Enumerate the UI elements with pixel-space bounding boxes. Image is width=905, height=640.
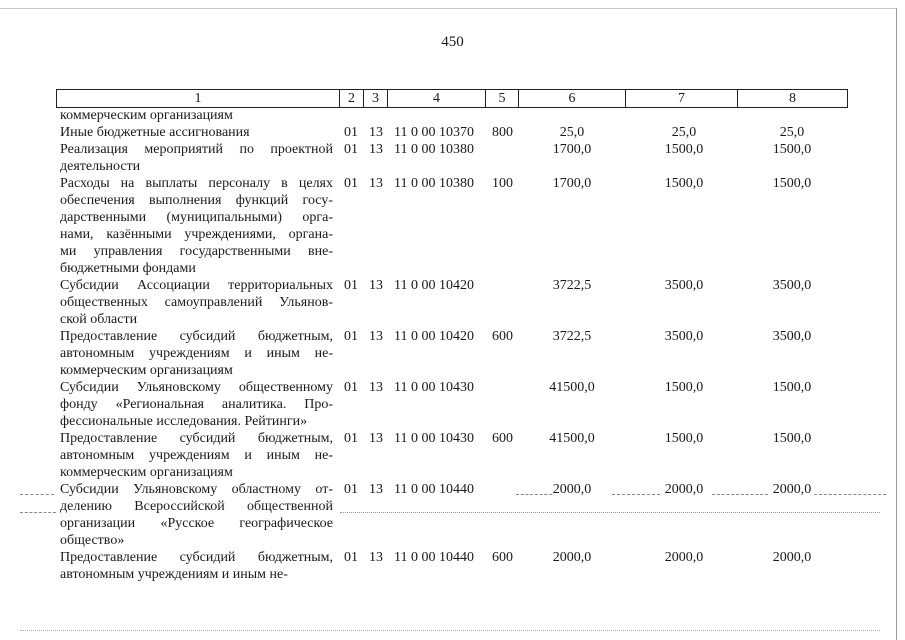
description-line: дарственными (муниципальными) орга- xyxy=(60,210,333,225)
amount-year-2: 3500,0 xyxy=(664,329,704,344)
amount-year-1: 2000,0 xyxy=(552,482,592,497)
amount-year-3: 1500,0 xyxy=(772,380,812,395)
subsection-code: 13 xyxy=(369,142,383,157)
expense-type-code: 100 xyxy=(492,176,513,191)
table-row xyxy=(0,549,905,583)
target-article-code: 11 0 00 10420 xyxy=(394,278,474,293)
amount-year-3: 1500,0 xyxy=(772,142,812,157)
header-col-4: 4 xyxy=(387,89,485,108)
amount-year-2: 1500,0 xyxy=(664,142,704,157)
description-line: общество» xyxy=(60,533,125,548)
amount-year-2: 25,0 xyxy=(671,125,697,140)
amount-year-1: 2000,0 xyxy=(552,550,592,565)
section-code: 01 xyxy=(344,329,358,344)
target-article-code: 11 0 00 10370 xyxy=(394,125,474,140)
row-description xyxy=(60,107,333,124)
scan-artifact xyxy=(20,630,880,631)
target-article-code: 11 0 00 10420 xyxy=(394,329,474,344)
subsection-code: 13 xyxy=(369,550,383,565)
subsection-code: 13 xyxy=(369,329,383,344)
amount-year-3: 25,0 xyxy=(779,125,805,140)
description-line: Иные бюджетные ассигнования xyxy=(60,125,250,140)
table-row xyxy=(0,481,905,549)
row-description xyxy=(60,549,333,583)
scan-artifact xyxy=(612,494,660,495)
description-line: автономным учреждениям и иным не- xyxy=(60,448,333,463)
header-col-2: 2 xyxy=(339,89,363,108)
table-row xyxy=(0,328,905,379)
table-row xyxy=(0,107,905,124)
target-article-code: 11 0 00 10380 xyxy=(394,142,474,157)
amount-year-3: 2000,0 xyxy=(772,482,812,497)
description-line: Субсидии Ульяновскому общественному xyxy=(60,380,333,395)
scan-artifact xyxy=(814,494,886,495)
description-line: Предоставление субсидий бюджетным, xyxy=(60,329,333,344)
amount-year-2: 1500,0 xyxy=(664,176,704,191)
amount-year-1: 1700,0 xyxy=(552,142,592,157)
amount-year-2: 2000,0 xyxy=(664,482,704,497)
subsection-code: 13 xyxy=(369,380,383,395)
header-col-1: 1 xyxy=(56,89,339,108)
section-code: 01 xyxy=(344,482,358,497)
section-code: 01 xyxy=(344,550,358,565)
amount-year-3: 3500,0 xyxy=(772,329,812,344)
description-line: нами, казёнными учреждениями, органа- xyxy=(60,227,333,242)
amount-year-2: 1500,0 xyxy=(664,380,704,395)
scan-artifact xyxy=(20,494,54,495)
description-line: Реализация мероприятий по проектной xyxy=(60,142,333,157)
description-line: коммерческим организациям xyxy=(60,363,233,378)
row-description xyxy=(60,141,333,175)
amount-year-1: 3722,5 xyxy=(552,329,592,344)
table-row xyxy=(0,124,905,141)
table-row xyxy=(0,430,905,481)
scan-artifact xyxy=(340,512,880,513)
description-line: автономным учреждениям и иным не- xyxy=(60,567,288,582)
amount-year-3: 1500,0 xyxy=(772,176,812,191)
target-article-code: 11 0 00 10430 xyxy=(394,431,474,446)
table-row xyxy=(0,175,905,277)
amount-year-3: 1500,0 xyxy=(772,431,812,446)
amount-year-1: 41500,0 xyxy=(549,431,595,446)
page-top-edge xyxy=(0,8,897,9)
target-article-code: 11 0 00 10440 xyxy=(394,482,474,497)
page-number: 450 xyxy=(441,34,464,50)
subsection-code: 13 xyxy=(369,125,383,140)
subsection-code: 13 xyxy=(369,176,383,191)
subsection-code: 13 xyxy=(369,278,383,293)
section-code: 01 xyxy=(344,380,358,395)
description-line: ми управления государственными вне- xyxy=(60,244,333,259)
description-line: Предоставление субсидий бюджетным, xyxy=(60,550,333,565)
amount-year-2: 1500,0 xyxy=(664,431,704,446)
description-line: обеспечения выполнения функций госу- xyxy=(60,193,333,208)
expense-type-code: 600 xyxy=(492,550,513,565)
description-line: ской области xyxy=(60,312,138,327)
amount-year-2: 3500,0 xyxy=(664,278,704,293)
section-code: 01 xyxy=(344,125,358,140)
amount-year-1: 3722,5 xyxy=(552,278,592,293)
row-description xyxy=(60,379,333,430)
description-line: фессиональные исследования. Рейтинги» xyxy=(60,414,308,429)
description-line: деятельности xyxy=(60,159,141,174)
amount-year-2: 2000,0 xyxy=(664,550,704,565)
subsection-code: 13 xyxy=(369,431,383,446)
description-line: бюджетными фондами xyxy=(60,261,196,276)
description-line: организации «Русское географическое xyxy=(60,516,333,531)
row-description xyxy=(60,175,333,277)
table-header xyxy=(56,89,847,107)
row-description xyxy=(60,481,333,549)
section-code: 01 xyxy=(344,431,358,446)
header-col-7: 7 xyxy=(625,89,737,108)
description-line: коммерческим организациям xyxy=(60,108,233,123)
expense-type-code: 600 xyxy=(492,329,513,344)
target-article-code: 11 0 00 10440 xyxy=(394,550,474,565)
description-line: Предоставление субсидий бюджетным, xyxy=(60,431,333,446)
target-article-code: 11 0 00 10430 xyxy=(394,380,474,395)
expense-type-code: 800 xyxy=(492,125,513,140)
section-code: 01 xyxy=(344,278,358,293)
row-description xyxy=(60,277,333,328)
row-description xyxy=(60,328,333,379)
section-code: 01 xyxy=(344,142,358,157)
target-article-code: 11 0 00 10380 xyxy=(394,176,474,191)
section-code: 01 xyxy=(344,176,358,191)
table-row xyxy=(0,379,905,430)
table-row xyxy=(0,141,905,175)
description-line: делению Всероссийской общественной xyxy=(60,499,333,514)
description-line: фонду «Региональная аналитика. Про- xyxy=(60,397,333,412)
amount-year-1: 41500,0 xyxy=(549,380,595,395)
scan-artifact xyxy=(516,494,552,495)
scan-artifact xyxy=(20,512,56,513)
table-row xyxy=(0,277,905,328)
header-col-6: 6 xyxy=(518,89,625,108)
description-line: Расходы на выплаты персоналу в целях xyxy=(60,176,333,191)
description-line: автономным учреждениям и иным не- xyxy=(60,346,333,361)
amount-year-1: 1700,0 xyxy=(552,176,592,191)
header-col-8: 8 xyxy=(737,89,848,108)
amount-year-3: 3500,0 xyxy=(772,278,812,293)
row-description xyxy=(60,124,333,141)
amount-year-3: 2000,0 xyxy=(772,550,812,565)
description-line: коммерческим организациям xyxy=(60,465,233,480)
scan-artifact xyxy=(712,494,768,495)
row-description xyxy=(60,430,333,481)
description-line: Субсидии Ассоциации территориальных xyxy=(60,278,333,293)
description-line: Субсидии Ульяновскому областному от- xyxy=(60,482,333,497)
header-col-5: 5 xyxy=(485,89,518,108)
expense-type-code: 600 xyxy=(492,431,513,446)
subsection-code: 13 xyxy=(369,482,383,497)
amount-year-1: 25,0 xyxy=(559,125,585,140)
header-col-3: 3 xyxy=(363,89,387,108)
description-line: общественных самоуправлений Ульянов- xyxy=(60,295,333,310)
